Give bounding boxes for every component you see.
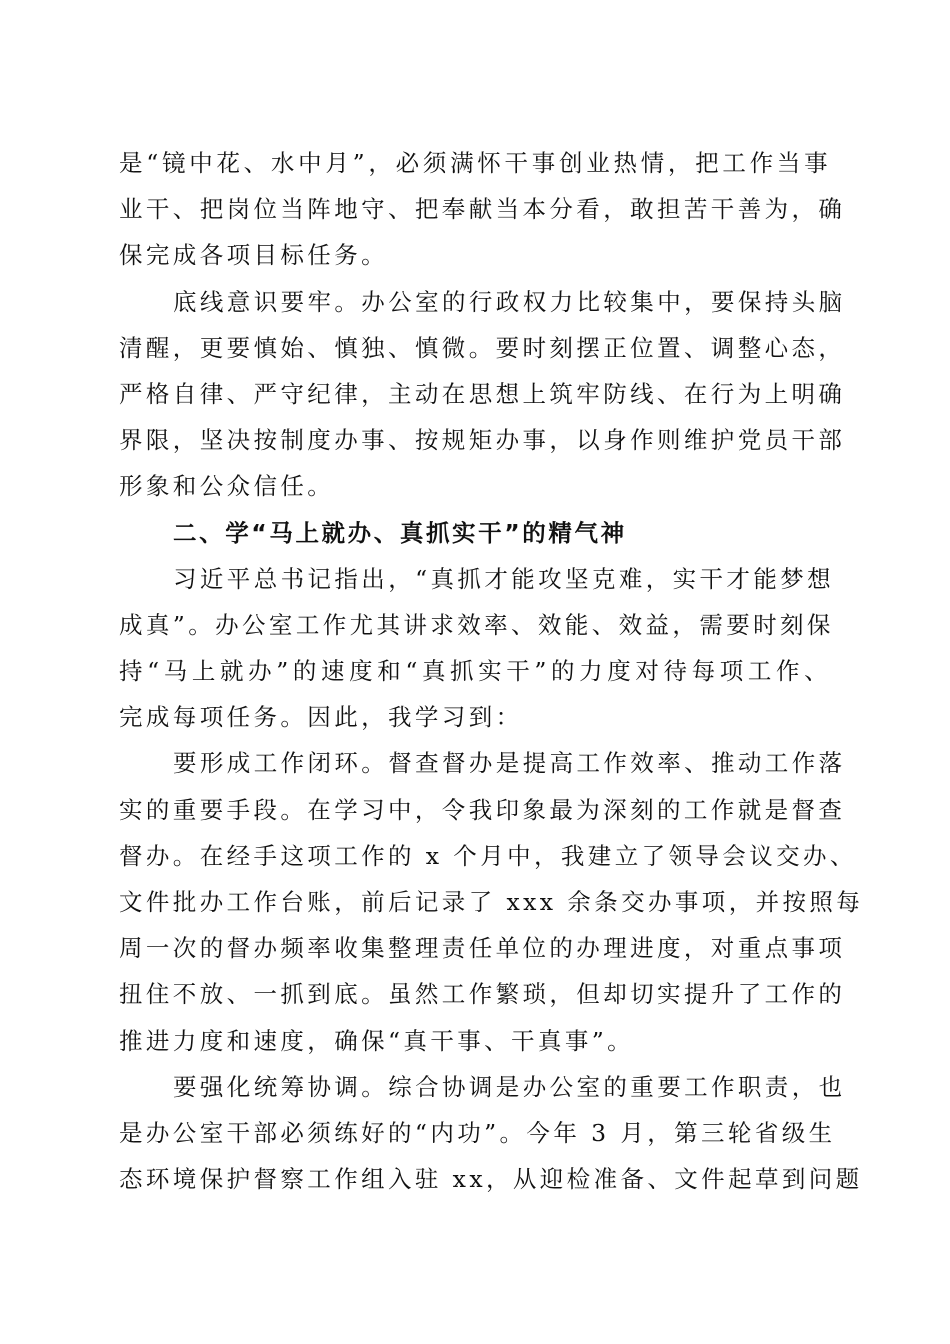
document-body [119,140,864,1202]
paragraph-start-line: 要形成工作闭环。督查督办是提高工作效率、推动工作落 [173,749,846,778]
text-line: 是“镜中花、水中月”，必须满怀干事创业热情，把工作当事 [119,149,831,177]
text-line: 业干、把岗位当阵地守、把奉献当本分看，敢担苦干善为，确 [119,195,846,224]
text-line: 文件批办工作台账，前后记录了 xxx 余条交办事项，并按照每 [119,888,864,916]
text-line: 成真”。办公室工作尤其讲求效率、效能、效益，需要时刻保 [119,610,834,639]
text-line: 督办。在经手这项工作的 x 个月中，我建立了领导会议交办、 [119,841,857,870]
text-line: 界限，坚决按制度办事、按规矩办事，以身作则维护党员干部 [119,426,846,455]
text-line: 态环境保护督察工作组入驻 xx，从迎检准备、文件起草到问题 [119,1165,863,1194]
text-line: 扭住不放、一抓到底。虽然工作繁琐，但却切实提升了工作的 [119,980,846,1009]
text-line: 推进力度和速度，确保“真干事、干真事”。 [119,1026,635,1055]
text-line: 周一次的督办频率收集整理责任单位的办理进度，对重点事项 [119,934,846,963]
text-line: 实的重要手段。在学习中，令我印象最为深刻的工作就是督查 [119,795,846,824]
text-line: 保完成各项目标任务。 [119,241,388,270]
text-line: 是办公室干部必须练好的“内功”。今年 3 月，第三轮省级生 [119,1118,836,1147]
paragraph-start-line: 底线意识要牢。办公室的行政权力比较集中，要保持头脑 [173,287,846,316]
text-line: 严格自律、严守纪律，主动在思想上筑牢防线、在行为上明确 [119,379,846,408]
section-heading: 二、学“马上就办、真抓实干”的精气神 [173,518,627,547]
text-line: 形象和公众信任。 [119,472,335,501]
text-line: 清醒，更要慎始、慎独、慎微。要时刻摆正位置、调整心态， [119,333,846,362]
text-line: 持“马上就办”的速度和“真抓实干”的力度对待每项工作、 [119,657,831,686]
paragraph-start-line: 习近平总书记指出，“真抓才能攻坚克难，实干才能梦想 [173,564,835,593]
text-line: 完成每项任务。因此，我学习到： [119,703,523,732]
paragraph-start-line: 要强化统筹协调。综合协调是办公室的重要工作职责，也 [173,1072,846,1101]
